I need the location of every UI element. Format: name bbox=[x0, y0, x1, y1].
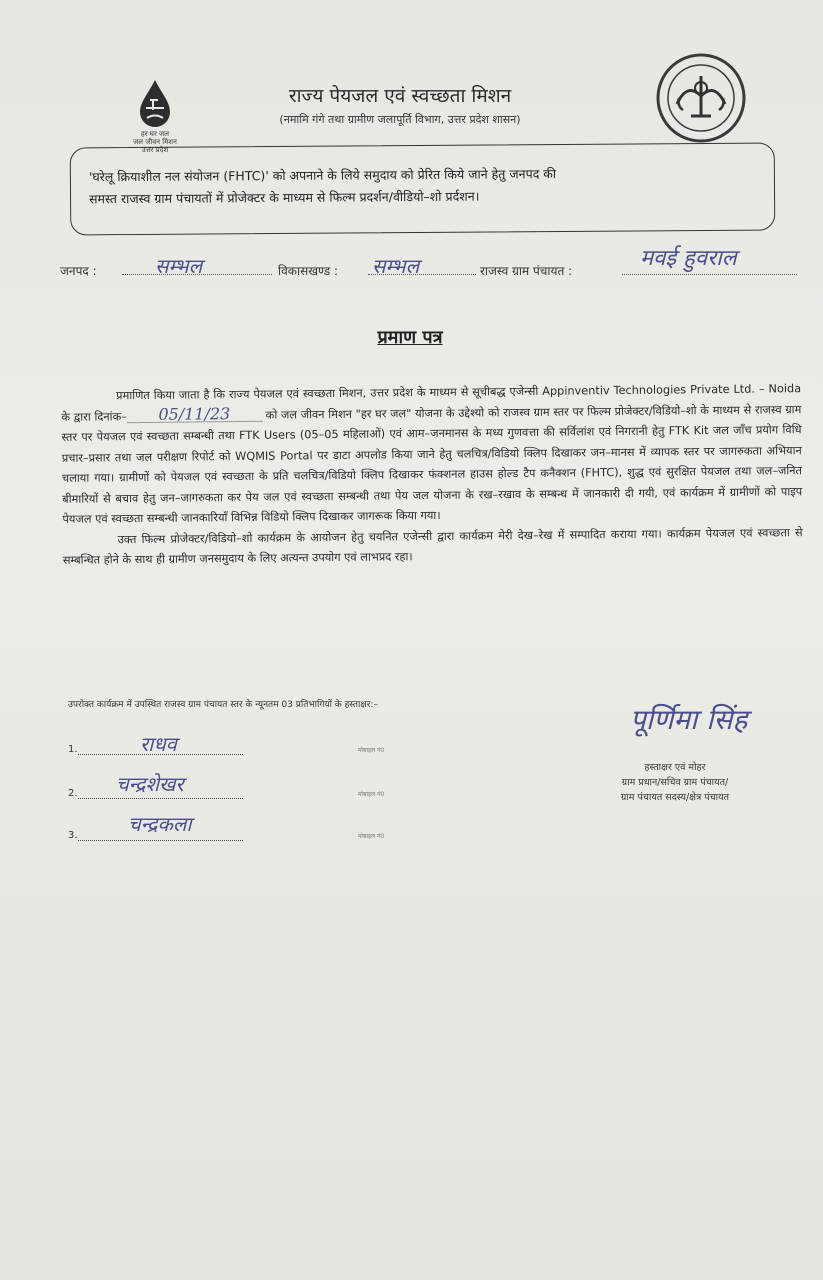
paragraph-1-rest: को जल जीवन मिशन "हर घर जल" योजना के उद्देश्यो को राजस्व ग्राम स्तर पर फिल्म प्रोजेक्टर/विडियो–शो के माध्यम से राजस्व ग्राम स्तर पर पेयजल एवं स्वच्छता सम्बन्धी तथा FTK Users (05–05 महिलाओं) एवं आम–जनमानस के मध्य गुणवत्ता की सर्विलांश एवं निगरानी हेतु FTK Kit जल जाँच प्रयोग विधि प्रचार–प्रसार तथा जल परीक्षण रिपोर्ट को WQMIS Portal पर डाटा अपलोड किया जाने हेतु चलचित्र/विडियो क्लिप दिखाकर जन–मानस में व्यापक स्तर पर जागरुकता अभियान चलाया गया। ग्रामीणों को पेयजल एवं स्वच्छता के प्रति चलचित्र/विडियो क्लिप दिखाकर फंक्शनल हाउस होल्ड टैप कनैक्शन (FHTC), शुद्ध एवं सुरक्षित पेयजल तथा जल–जनित बीमारियों से बचाव हेतु जन–जागरुकता कर पेय जल एवं स्वच्छता सम्बन्धी तथा पेय जल योजना के रख–रखाव के सम्बन्ध में जानकारी दी गयी, एवं कार्यक्रम में ग्रामीणों को पाइप पेयजल एवं स्वच्छता सम्बन्धी जानकारियाँ विभिन्न विडियो क्लिप दिखाकर जागरूक किया गया। bbox=[61, 402, 803, 526]
caption-line-3: ग्राम पंचायत सदस्य/क्षेत्र पंचायत bbox=[620, 792, 730, 803]
participant-number: 3. bbox=[68, 830, 78, 841]
participant-signature: चन्द्रकला bbox=[128, 812, 192, 836]
signature-line bbox=[78, 798, 243, 799]
signature-line bbox=[78, 840, 243, 841]
state-seal-icon bbox=[655, 52, 747, 144]
water-drop-icon bbox=[120, 78, 190, 130]
banner-line-1: 'घरेलू क्रियाशील नल संयोजन (FHTC)' को अपनाने के लिये समुदाय को प्रेरित किये जाने हेतु जनपद की bbox=[88, 166, 557, 185]
participant-number: 1. bbox=[68, 744, 78, 755]
caption-line-1: हस्ताक्षर एवं मोहर bbox=[644, 762, 706, 773]
program-date: 05/11/23 bbox=[127, 406, 262, 422]
participant-signature: राधव bbox=[140, 732, 177, 756]
janpad-label: जनपद : bbox=[60, 264, 97, 278]
logo-tagline-2: जल जीवन मिशन bbox=[133, 138, 177, 146]
certificate-paragraph-2: उक्त फिल्म प्रोजेक्टर/विडियो–शो कार्यक्रम के आयोजन हेतु चयनित एजेन्सी द्वारा कार्यक्रम मेरी देख–रेख में सम्पादित कराया गया। कार्यक्रम पेयजल एवं स्वच्छता से सम्बन्धित होने के साथ ही ग्रामीण जनसमुदाय के लिए अत्यन्त उपयोग एवं लाभप्रद रहा। bbox=[62, 525, 803, 567]
certificate-body bbox=[61, 379, 803, 571]
pradhan-caption bbox=[560, 760, 790, 805]
logo-tagline-1: हर घर जल bbox=[141, 130, 169, 138]
vikaskhand-label: विकासखण्ड : bbox=[278, 264, 339, 278]
up-government-emblem bbox=[655, 52, 747, 144]
banner-line-2: समस्त राजस्व ग्राम पंचायतों में प्रोजेक्टर के माध्यम से फिल्म प्रदर्शन/वीडियो–शो प्रर्दशन। bbox=[89, 188, 480, 207]
mission-subtitle: (नमामि गंगे तथा ग्रामीण जलापूर्ति विभाग, उत्तर प्रदेश शासन) bbox=[279, 113, 521, 126]
mobile-label: मोबाइल नं0 bbox=[358, 833, 385, 840]
logo-tagline-3: उत्तर प्रदेश bbox=[141, 146, 169, 154]
certificate-title: प्रमाण पत्र bbox=[377, 327, 443, 348]
janpad-value: सम्भल bbox=[155, 254, 203, 278]
mobile-label: मोबाइल नं0 bbox=[358, 747, 385, 754]
panchayat-value: मवई हुवराल bbox=[640, 246, 737, 271]
participant-number: 2. bbox=[68, 788, 78, 799]
program-banner bbox=[70, 143, 776, 236]
mission-title: राज्य पेयजल एवं स्वच्छता मिशन bbox=[288, 85, 512, 107]
participants-intro: उपरोक्त कार्यक्रम में उपस्थित राजस्व ग्राम पंचायत स्तर के न्यूनतम 03 प्रतिभागियों के हस्ताक्षर:– bbox=[68, 700, 378, 710]
certificate-paragraph-1 bbox=[61, 379, 802, 530]
caption-line-2: ग्राम प्रधान/सचिव ग्राम पंचायत/ bbox=[621, 777, 729, 788]
mobile-label: मोबाइल नं0 bbox=[358, 791, 385, 798]
panchayat-label: राजस्व ग्राम पंचायत : bbox=[480, 264, 573, 278]
pradhan-signature: पूर्णिमा सिंह bbox=[630, 703, 748, 736]
paragraph-1-start: प्रमाणित किया जाता है कि राज्य पेयजल एवं स्वच्छता मिशन, उत्तर प्रदेश के माध्यम से सूचीबद्ध एजेन्सी Appinventiv Technologies Private Ltd. – Noida के द्वारा दिनांक– bbox=[61, 382, 802, 424]
participant-signature: चन्द्रशेखर bbox=[116, 772, 184, 796]
vikaskhand-value: सम्भल bbox=[372, 254, 420, 278]
